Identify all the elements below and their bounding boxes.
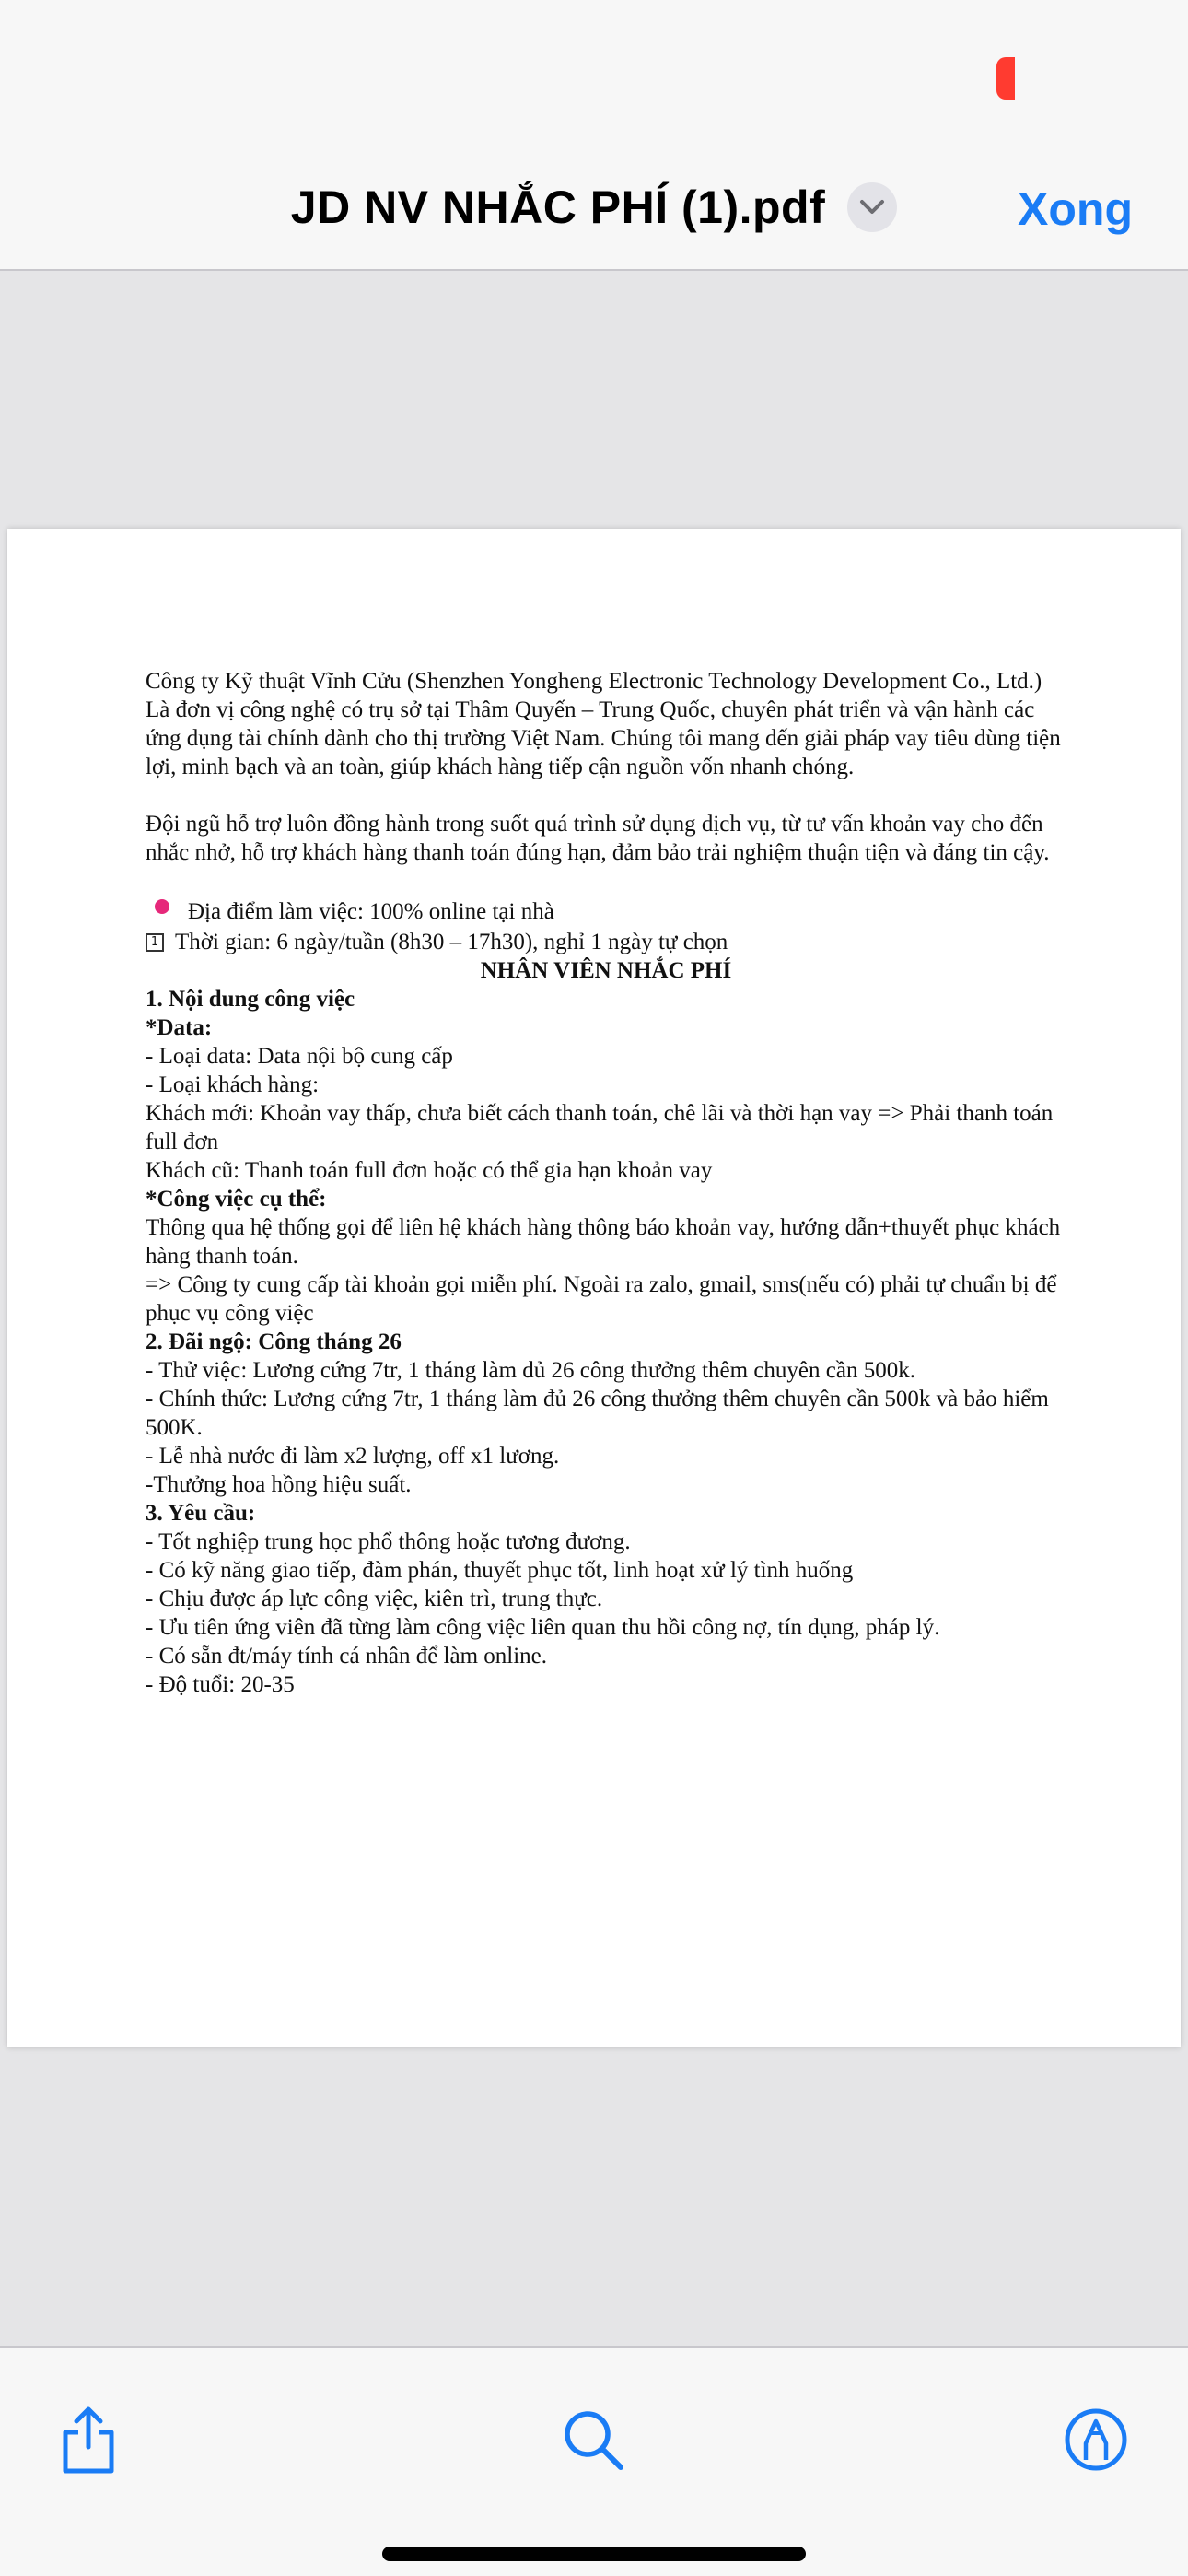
schedule-text: Thời gian: 6 ngày/tuần (8h30 – 17h30), nghỉ 1 ngày tự chọn — [175, 930, 728, 954]
status-bar — [0, 0, 1188, 129]
chevron-down-icon[interactable] — [847, 182, 897, 232]
markup-pen-icon — [1063, 2406, 1129, 2473]
requirement-line: - Độ tuổi: 20-35 — [146, 1672, 295, 1697]
page-text — [146, 667, 1066, 1699]
job-title: NHÂN VIÊN NHẮC PHÍ — [480, 958, 732, 983]
data-line: Khách mới: Khoản vay thấp, chưa biết cách thanh toán, chê lãi và thời hạn vay => Phải thanh toán full đơn — [146, 1101, 1054, 1154]
benefit-line: - Thử việc: Lương cứng 7tr, 1 tháng làm đủ 26 công thưởng thêm chuyên cần 500k. — [146, 1358, 915, 1383]
task-line: Thông qua hệ thống gọi để liên hệ khách hàng thông báo khoản vay, hướng dẫn+thuyết phục khách hàng thanh toán. — [146, 1215, 1061, 1269]
requirement-line: - Chịu được áp lực công việc, kiên trì, trung thực. — [146, 1587, 603, 1611]
navigation-bar — [0, 129, 1188, 271]
done-button[interactable]: Xong — [1018, 183, 1133, 235]
data-title: *Data: — [146, 1015, 213, 1040]
search-button[interactable] — [556, 2403, 630, 2476]
company-description: Là đơn vị công nghệ có trụ sở tại Thâm Quyến – Trung Quốc, chuyên phát triển và vận hành các ứng dụng tài chính dành cho thị trường Việt Nam. Chúng tôi mang đến giải pháp vay tiêu dùng tiện lợi, minh bạch và an toàn, giúp khách hàng tiếp cận nguồn vốn nhanh chóng. — [146, 697, 1061, 779]
pin-icon — [155, 899, 169, 914]
requirement-line: - Tốt nghiệp trung học phổ thông hoặc tương đương. — [146, 1529, 631, 1554]
search-icon — [560, 2406, 626, 2473]
pdf-viewer[interactable] — [0, 271, 1188, 2346]
document-title[interactable]: JD NV NHẮC PHÍ (1).pdf — [290, 181, 826, 233]
share-button[interactable] — [52, 2403, 125, 2476]
requirement-line: - Có sẵn đt/máy tính cá nhân để làm online. — [146, 1644, 548, 1669]
benefit-line: - Chính thức: Lương cứng 7tr, 1 tháng làm đủ 26 công thưởng thêm chuyên cần 500k và bảo hiểm 500K. — [146, 1387, 1049, 1440]
support-paragraph: Đội ngũ hỗ trợ luôn đồng hành trong suốt quá trình sử dụng dịch vụ, từ tư vấn khoản vay cho đến nhắc nhở, hỗ trợ khách hàng thanh toán đúng hạn, đảm bảo trải nghiệm thuận tiện và đáng tin cậy. — [146, 812, 1050, 865]
title-group[interactable] — [0, 181, 1188, 234]
benefit-line: - Lễ nhà nước đi làm x2 lượng, off x1 lương. — [146, 1444, 560, 1469]
section-1-title: 1. Nội dung công việc — [146, 987, 355, 1012]
data-line: - Loại data: Data nội bộ cung cấp — [146, 1044, 453, 1069]
data-line: Khách cũ: Thanh toán full đơn hoặc có thể gia hạn khoản vay — [146, 1158, 713, 1183]
section-3-title: 3. Yêu cầu: — [146, 1501, 256, 1526]
location-line — [146, 897, 1066, 926]
benefit-line: -Thưởng hoa hồng hiệu suất. — [146, 1472, 412, 1497]
markup-button[interactable] — [1059, 2403, 1133, 2476]
share-icon — [58, 2405, 119, 2475]
calendar-icon: 1 — [146, 933, 164, 952]
bottom-toolbar — [0, 2346, 1188, 2576]
section-2-title: 2. Đãi ngộ: Công tháng 26 — [146, 1329, 402, 1354]
location-text: Địa điểm làm việc: 100% online tại nhà — [188, 899, 554, 924]
pdf-page[interactable] — [7, 529, 1181, 2047]
requirement-line: - Có kỹ năng giao tiếp, đàm phán, thuyết phục tốt, linh hoạt xử lý tình huống — [146, 1558, 854, 1583]
company-name: Công ty Kỹ thuật Vĩnh Cửu (Shenzhen Yongheng Electronic Technology Development Co., Ltd.) — [146, 669, 1042, 694]
battery-low-icon — [996, 57, 1015, 100]
requirement-line: - Ưu tiên ứng viên đã từng làm công việc liên quan thu hồi công nợ, tín dụng, pháp lý. — [146, 1615, 940, 1640]
tasks-title: *Công việc cụ thể: — [146, 1187, 327, 1212]
task-line: => Công ty cung cấp tài khoản gọi miễn phí. Ngoài ra zalo, gmail, sms(nếu có) phải tự chuẩn bị để phục vụ công việc — [146, 1272, 1057, 1326]
data-line: - Loại khách hàng: — [146, 1072, 320, 1097]
home-indicator — [382, 2547, 806, 2561]
schedule-line — [146, 928, 1066, 956]
